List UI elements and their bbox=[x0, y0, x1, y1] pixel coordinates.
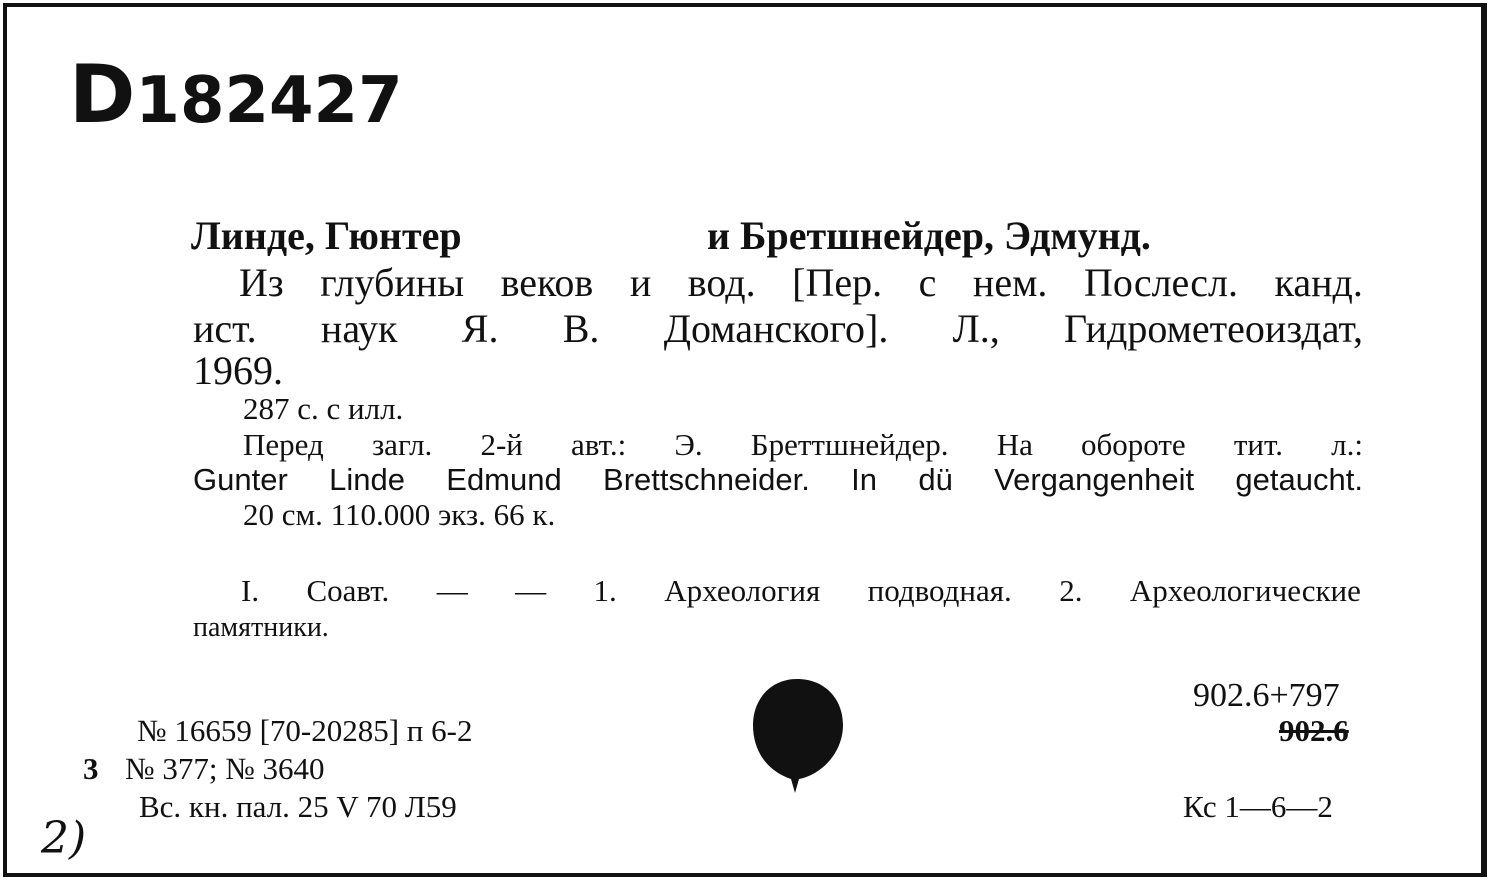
note-word: авт.: bbox=[571, 427, 627, 462]
physical-description: 20 см. 110.000 экз. 66 к. bbox=[243, 497, 556, 532]
title-word: нем. bbox=[972, 260, 1048, 305]
title-word: Гидрометеоиздат, bbox=[1064, 306, 1363, 351]
title-word: Доманского]. bbox=[663, 306, 889, 351]
author-secondary: и Бретшнейдер, Эдмунд. bbox=[707, 213, 1151, 258]
pagination: 287 с. с илл. bbox=[243, 391, 404, 426]
original-title-word: getaucht. bbox=[1235, 462, 1363, 497]
original-title-word: Brettschneider. bbox=[603, 462, 810, 497]
subject-word: Археология bbox=[664, 573, 821, 608]
classification-code: Кс 1—6—2 bbox=[1183, 789, 1333, 824]
title-word: глубины bbox=[320, 260, 465, 305]
subject-word: I. bbox=[241, 573, 260, 608]
title-word: ист. bbox=[193, 306, 257, 351]
note-word: 2-й bbox=[480, 427, 523, 462]
note-word: Бреттшнейдер. bbox=[750, 427, 949, 462]
original-title-word: dü bbox=[918, 462, 953, 497]
note-word: загл. bbox=[371, 427, 433, 462]
title-word: канд. bbox=[1274, 260, 1363, 305]
punched-hole-icon bbox=[747, 671, 857, 801]
title-word: и bbox=[629, 260, 652, 305]
title-word: вод. bbox=[687, 260, 756, 305]
title-word: наук bbox=[320, 306, 398, 351]
subjects-line-1 bbox=[241, 573, 1361, 609]
title-word: Я. bbox=[461, 306, 499, 351]
note-word: Перед bbox=[243, 427, 324, 462]
original-title-word: Vergangenheit bbox=[994, 462, 1195, 497]
publication-year: 1969. bbox=[193, 348, 283, 393]
note-word: л.: bbox=[1331, 427, 1363, 462]
subject-word: 1. bbox=[593, 573, 617, 608]
title-line-1 bbox=[239, 259, 1363, 306]
classification-shelf: 902.6 bbox=[1279, 713, 1349, 748]
classification-index: 902.6+797 bbox=[1193, 677, 1340, 714]
chamber-registration-line: Вс. кн. пал. 25 V 70 Л59 bbox=[139, 789, 457, 824]
subject-word: 2. bbox=[1059, 573, 1083, 608]
note-line-1 bbox=[243, 427, 1363, 463]
original-title-word: In bbox=[851, 462, 878, 497]
subject-word: — bbox=[515, 573, 547, 608]
author-primary: Линде, Гюнтер bbox=[191, 213, 462, 258]
original-title-word: Edmund bbox=[446, 462, 562, 497]
note-word: Э. bbox=[674, 427, 703, 462]
title-word: Из bbox=[239, 260, 284, 305]
inventory-digits: 182427 bbox=[135, 64, 403, 138]
catalog-card bbox=[3, 3, 1487, 877]
title-word: веков bbox=[500, 260, 594, 305]
note-word: тит. bbox=[1233, 427, 1283, 462]
record-copy-count: 3 bbox=[83, 751, 99, 786]
subject-word: подводная. bbox=[867, 573, 1012, 608]
title-line-2 bbox=[193, 305, 1363, 352]
subjects-line-2: памятники. bbox=[193, 612, 329, 643]
title-word: с bbox=[918, 260, 937, 305]
title-word: Послесл. bbox=[1083, 260, 1238, 305]
title-word: [Пер. bbox=[792, 260, 883, 305]
handwritten-mark: 2) bbox=[41, 813, 87, 864]
note-word: обороте bbox=[1081, 427, 1186, 462]
subject-word: Археологические bbox=[1129, 573, 1361, 608]
note-line-2 bbox=[193, 462, 1363, 498]
record-number-line: № 16659 [70-20285] п 6-2 bbox=[137, 713, 473, 748]
inventory-prefix: D bbox=[69, 48, 136, 141]
note-word: На bbox=[996, 427, 1033, 462]
record-ids-line: № 377; № 3640 bbox=[125, 751, 325, 786]
original-title-word: Gunter bbox=[193, 462, 288, 497]
original-title-word: Linde bbox=[329, 462, 405, 497]
inventory-number bbox=[69, 48, 403, 141]
title-word: Л., bbox=[952, 306, 1000, 351]
subject-word: — bbox=[436, 573, 468, 608]
subject-word: Соавт. bbox=[306, 573, 390, 608]
title-word: В. bbox=[562, 306, 600, 351]
